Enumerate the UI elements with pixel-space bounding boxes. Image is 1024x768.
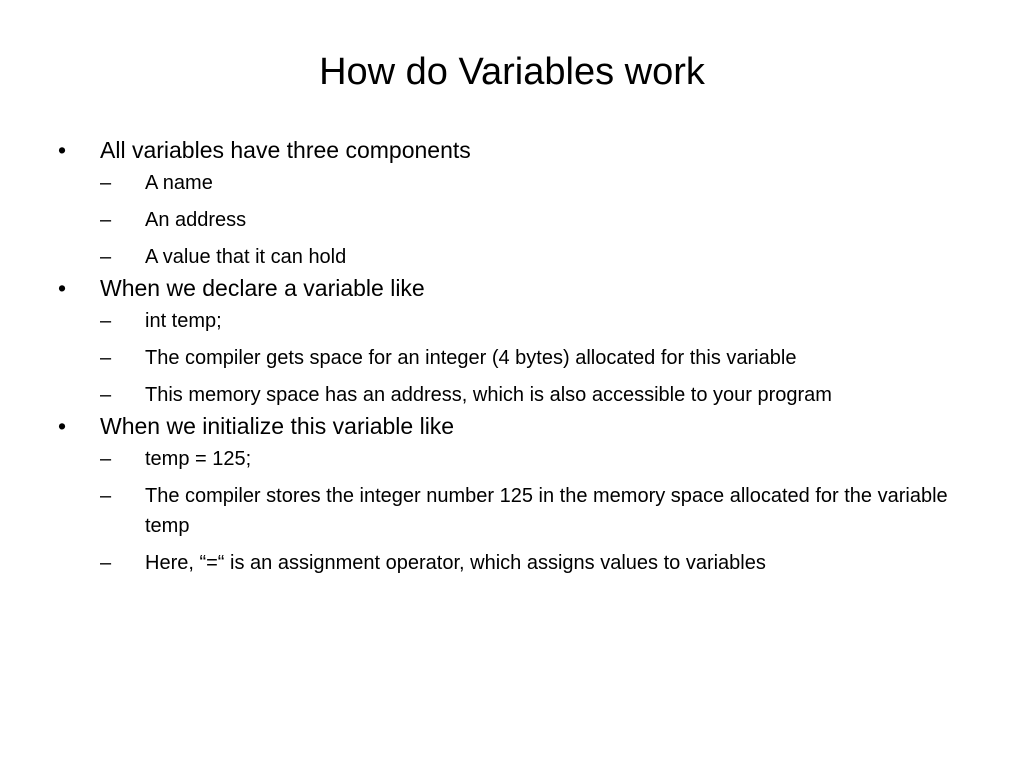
dash-marker: – [100, 347, 112, 369]
bullet-group-components [58, 134, 988, 272]
bullet-text: When we initialize this variable like [100, 413, 455, 439]
bullet-text: All variables have three components [100, 137, 471, 163]
dash-marker: – [100, 310, 112, 332]
slide-title: How do Variables work [319, 51, 705, 93]
sub-item-text: The compiler gets space for an integer (4 bytes) allocated for this variable [145, 347, 797, 369]
bullet-group-initialize [58, 410, 988, 578]
dash-marker: – [100, 384, 112, 406]
sub-item [100, 380, 985, 410]
sub-item-text: The compiler stores the integer number 125 in the memory space allocated for the variable temp [145, 485, 948, 537]
sub-item [100, 444, 985, 474]
sub-item-text: A value that it can hold [145, 246, 347, 268]
bullet-marker: • [58, 413, 67, 439]
sub-item-text: An address [145, 209, 247, 231]
sub-item [100, 242, 985, 272]
sub-item-text: Here, “=“ is an assignment operator, which assigns values to variables [145, 552, 766, 574]
dash-marker: – [100, 246, 112, 268]
sub-item [100, 168, 985, 198]
sub-item [100, 343, 985, 373]
dash-marker: – [100, 209, 112, 231]
dash-marker: – [100, 485, 112, 507]
sub-list [100, 306, 988, 410]
bullet-marker: • [58, 137, 67, 163]
sub-item [100, 306, 985, 336]
dash-marker: – [100, 552, 112, 574]
bullet-item [58, 134, 988, 166]
sub-item [100, 548, 985, 578]
sub-item-text: temp = 125; [145, 448, 252, 470]
sub-item [100, 205, 985, 235]
bullet-item [58, 272, 988, 304]
sub-list [100, 444, 988, 578]
dash-marker: – [100, 172, 112, 194]
bullet-item [58, 410, 988, 442]
dash-marker: – [100, 448, 112, 470]
bullet-text: When we declare a variable like [100, 275, 425, 301]
sub-item-text: int temp; [145, 310, 222, 332]
sub-list [100, 168, 988, 272]
bullet-list [58, 134, 988, 578]
bullet-marker: • [58, 275, 67, 301]
sub-item-text: A name [145, 172, 213, 194]
bullet-group-declare [58, 272, 988, 410]
sub-item [100, 481, 985, 541]
sub-item-text: This memory space has an address, which is also accessible to your program [145, 384, 832, 406]
